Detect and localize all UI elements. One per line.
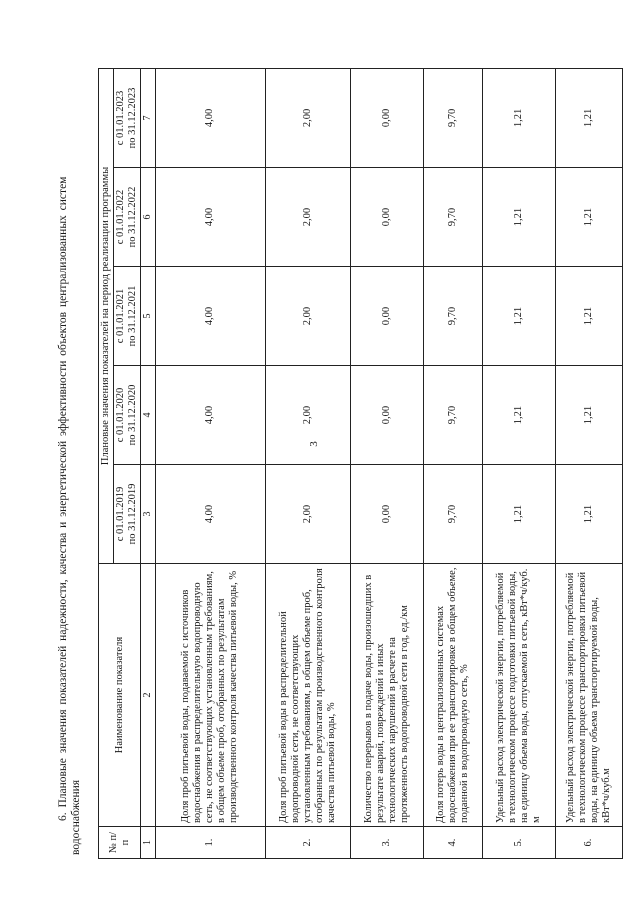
indicator-name: Доля потерь воды в централизованных системах водоснабжения при ее транспортировке в общем объеме, поданной в водопроводную сеть, % [424, 564, 483, 827]
indicator-value: 1,21 [555, 465, 622, 564]
column-number: 7 [141, 68, 156, 167]
indicator-value: 1,21 [482, 68, 555, 167]
column-number: 6 [141, 168, 156, 267]
table-caption [57, 75, 83, 855]
indicator-value: 1,21 [555, 68, 622, 167]
indicator-value: 2,00 [265, 465, 350, 564]
indicator-value: 0,00 [350, 366, 423, 465]
row-number: 4. [424, 827, 483, 859]
indicators-table [98, 68, 623, 859]
column-number: 2 [141, 564, 156, 827]
indicator-value: 1,21 [482, 465, 555, 564]
indicator-value: 9,70 [424, 366, 483, 465]
indicator-value: 9,70 [424, 267, 483, 366]
indicator-value: 9,70 [424, 465, 483, 564]
table-row [265, 68, 350, 858]
indicator-value: 1,21 [482, 366, 555, 465]
row-number: 6. [555, 827, 622, 859]
indicator-name: Доля проб питьевой воды в распределительной водопроводной сети, не соответствующих установленным требованиям, в общем объеме проб, отобранных по результатам производственного контроля качества питьевой воды, % [265, 564, 350, 827]
table-row [156, 68, 266, 858]
table-row [350, 68, 423, 858]
column-number: 3 [141, 465, 156, 564]
header-name: Наименование показателя [99, 564, 141, 827]
indicator-value: 0,00 [350, 168, 423, 267]
rotated-content [55, 65, 630, 865]
header-number: № п/п [99, 827, 141, 859]
indicator-value: 0,00 [350, 68, 423, 167]
indicator-value: 0,00 [350, 465, 423, 564]
indicator-value: 0,00 [350, 267, 423, 366]
indicator-value: 1,21 [482, 168, 555, 267]
header-period: с 01.01.2021 по 31.12.2021 [114, 267, 141, 366]
indicator-value: 1,21 [482, 267, 555, 366]
indicator-value: 4,00 [156, 465, 266, 564]
indicator-value: 2,00 [265, 68, 350, 167]
header-period: с 01.01.2020 по 31.12.2020 [114, 366, 141, 465]
indicator-value: 2,00 [265, 366, 350, 465]
header-group: Плановые значения показателей на период реализации программы [99, 68, 114, 563]
indicator-name: Доля проб питьевой воды, подаваемой с источников водоснабжения в распределительную водопроводную сеть, не соответствующих установленным требованиям, в общем объеме проб, отобранных по результатам производственного контроля качества питьевой воды, % [156, 564, 266, 827]
indicator-value: 9,70 [424, 168, 483, 267]
row-number: 5. [482, 827, 555, 859]
indicator-name: Количество перерывов в подаче воды, произошедших в результате аварий, повреждений и иных технологических нарушений в расчете на протяженность водопроводной сети в год, ед./км [350, 564, 423, 827]
column-number: 4 [141, 366, 156, 465]
row-number: 1. [156, 827, 266, 859]
column-number: 5 [141, 267, 156, 366]
indicator-name: Удельный расход электрической энергии, потребляемой в технологическом процессе подготовки питьевой воды, на единицу объема воды, отпускаемой в сеть, кВт*ч/куб. м [482, 564, 555, 827]
caption-line-2: водоснабжения [70, 779, 82, 855]
header-period: с 01.01.2022 по 31.12.2022 [114, 168, 141, 267]
indicator-value: 1,21 [555, 267, 622, 366]
header-period: с 01.01.2023 по 31.12.2023 [114, 68, 141, 167]
indicator-value: 4,00 [156, 267, 266, 366]
caption-line-1: 6. Плановые значения показателей надежности, качества и энергетической эффективности объектов централизованных систем [57, 176, 69, 821]
indicator-value: 4,00 [156, 68, 266, 167]
indicator-value: 4,00 [156, 366, 266, 465]
indicator-value: 2,00 [265, 168, 350, 267]
row-number: 2. [265, 827, 350, 859]
indicator-value: 1,21 [555, 168, 622, 267]
indicator-value: 1,21 [555, 366, 622, 465]
indicator-value: 2,00 [265, 267, 350, 366]
column-number: 1 [141, 827, 156, 859]
indicator-value: 9,70 [424, 68, 483, 167]
indicator-value: 4,00 [156, 168, 266, 267]
table-row [424, 68, 483, 858]
table-row [555, 68, 622, 858]
page-number: 3 [307, 441, 320, 447]
row-number: 3. [350, 827, 423, 859]
header-period: с 01.01.2019 по 31.12.2019 [114, 465, 141, 564]
indicator-name: Удельный расход электрической энергии, потребляемой в технологическом процессе транспортировки питьевой воды, на единицу объема транспортируемой воды, кВт*ч/куб.м [555, 564, 622, 827]
table-row [482, 68, 555, 858]
